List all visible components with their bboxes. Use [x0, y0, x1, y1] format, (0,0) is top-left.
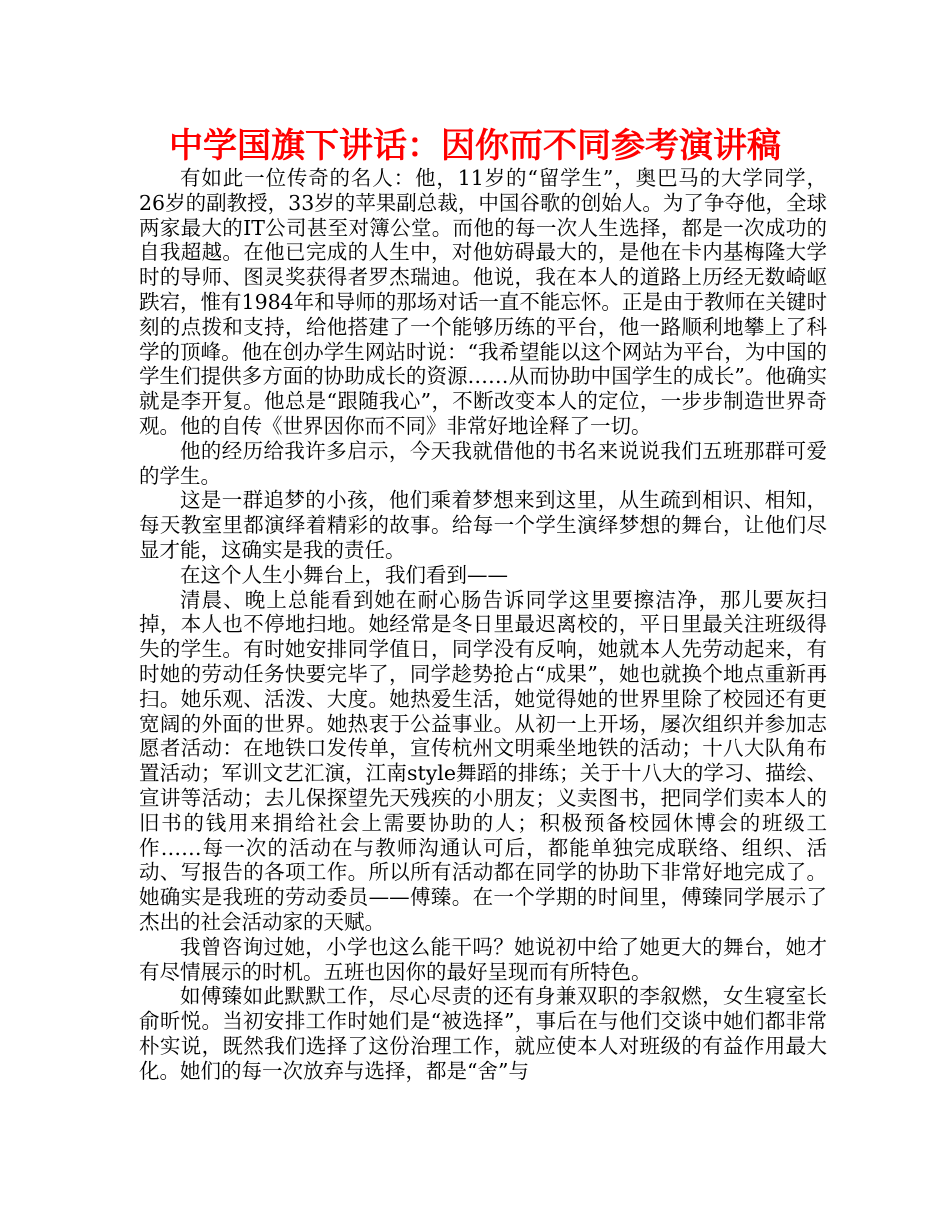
document-body: [139, 166, 827, 1083]
paragraph: 有如此一位传奇的名人：他，11岁的“留学生”，奥巴马的大学同学，26岁的副教授，33岁的苹果副总裁，中国谷歌的创始人。为了争夺他，全球两家最大的IT公司甚至对簿公堂。而他的每一次人生选择，都是一次成功的自我超越。在他已完成的人生中，对他妨碍最大的，是他在卡内基梅隆大学时的导师、图灵奖获得者罗杰瑞迪。他说，我在本人的道路上历经无数崎岖跌宕，惟有1984年和导师的那场对话一直不能忘怀。正是由于教师在关键时刻的点拨和支持，给他搭建了一个能够历练的平台，他一路顺利地攀上了科学的顶峰。他在创办学生网站时说：“我希望能以这个网站为平台，为中国的学生们提供多方面的协助成长的资源……从而协助中国学生的成长”。他确实就是李开复。他总是“跟随我心”，不断改变本人的定位，一步步制造世界奇观。他的自传《世界因你而不同》非常好地诠释了一切。: [139, 166, 827, 438]
paragraph: 我曾咨询过她，小学也这么能干吗？她说初中给了她更大的舞台，她才有尽情展示的时机。五班也因你的最好呈现而有所特色。: [139, 934, 827, 984]
paragraph: 这是一群追梦的小孩，他们乘着梦想来到这里，从生疏到相识、相知，每天教室里都演绎着精彩的故事。给每一个学生演绎梦想的舞台，让他们尽显才能，这确实是我的责任。: [139, 488, 827, 562]
paragraph: 在这个人生小舞台上，我们看到——: [180, 562, 508, 587]
paragraph: 清晨、晚上总能看到她在耐心肠告诉同学这里要擦洁净，那儿要灰扫掉，本人也不停地扫地。她经常是冬日里最迟离校的，平日里最关注班级得失的学生。有时她安排同学值日，同学没有反响，她就本人先劳动起来，有时她的劳动任务快要完毕了，同学趁势抢占“成果”，她也就换个地点重新再扫。她乐观、活泼、大度。她热爱生活，她觉得她的世界里除了校园还有更宽阔的外面的世界。她热衷于公益事业。从初一上开场，屡次组织并参加志愿者活动：在地铁口发传单，宣传杭州文明乘坐地铁的活动；十八大队角布置活动；军训文艺汇演，江南style舞蹈的排练；关于十八大的学习、描绘、宣讲等活动；去儿保探望先天残疾的小朋友；义卖图书，把同学们卖本人的旧书的钱用来捐给社会上需要协助的人；积极预备校园休博会的班级工作……每一次的活动在与教师沟通认可后，都能单独完成联络、组织、活动、写报告的各项工作。所以所有活动都在同学的协助下非常好地完成了。她确实是我班的劳动委员——傅臻。在一个学期的时间里，傅臻同学展示了杰出的社会活动家的天赋。: [139, 587, 827, 934]
paragraph: 他的经历给我许多启示，今天我就借他的书名来说说我们五班那群可爱的学生。: [139, 438, 827, 488]
document-title: 中学国旗下讲话：因你而不同参考演讲稿: [169, 126, 781, 166]
paragraph: 如傅臻如此默默工作，尽心尽责的还有身兼双职的李叙燃，女生寝室长俞昕悦。当初安排工作时她们是“被选择”，事后在与他们交谈中她们都非常朴实说，既然我们选择了这份治理工作，就应使本人对班级的有益作用最大化。她们的每一次放弃与选择，都是“舍”与: [139, 984, 827, 1083]
